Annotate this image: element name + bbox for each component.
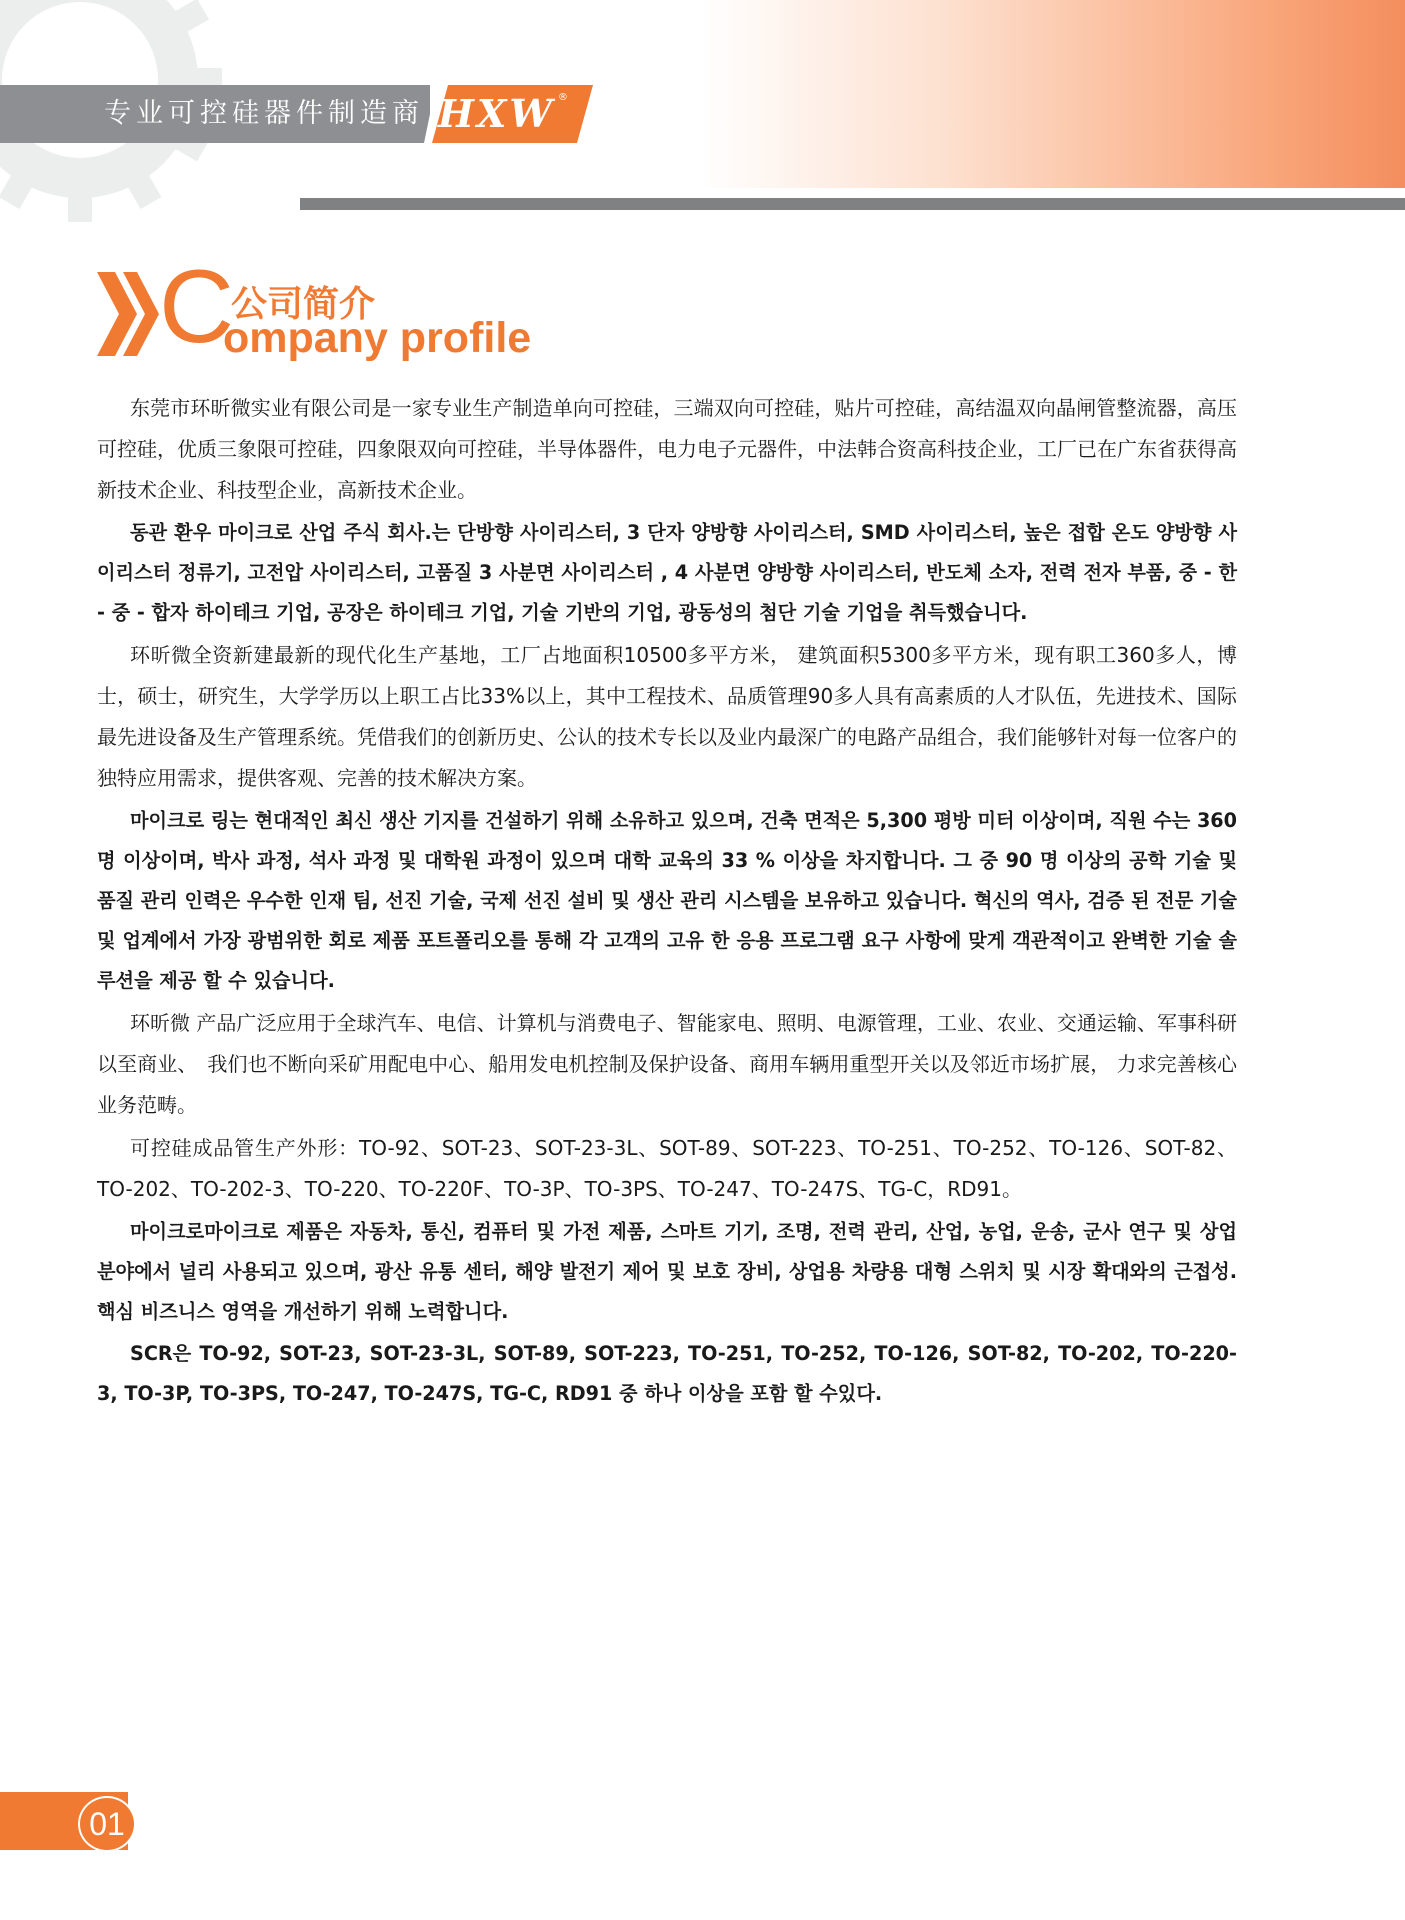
paragraph-zh: 环昕微全资新建最新的现代化生产基地，工厂占地面积10500多平方米， 建筑面积5300多平方米，现有职工360多人，博士，硕士，研究生，大学学历以上职工占比33%以上，其中工程技术、品质管理90多人具有高素质的人才队伍，先进技术、国际最先进设备及生产管理系统。凭借我们的创新历史、公认的技术专长以及业内最深广的电路产品组合，我们能够针对每一位客户的独特应用需求，提供客观、完善的技术解决方案。: [97, 643, 1237, 790]
paragraph-zh: 东莞市环昕微实业有限公司是一家专业生产制造单向可控硅，三端双向可控硅，贴片可控硅，高结温双向晶闸管整流器，高压可控硅，优质三象限可控硅，四象限双向可控硅，半导体器件，电力电子元器件，中法韩合资高科技企业，工厂已在广东省获得高新技术企业、科技型企业，高新技术企业。: [97, 396, 1237, 502]
double-chevron-icon: [97, 272, 167, 356]
heading-initial-letter: C: [159, 249, 235, 365]
body-text: [97, 388, 1237, 1416]
heading-title-cn: 公司简介: [231, 284, 376, 325]
registered-mark: ®: [558, 92, 568, 103]
header-slogan: 专业可控硅器件制造商: [104, 98, 424, 129]
heading-title-en: ompany profile: [223, 314, 532, 362]
company-logo: HXW: [438, 91, 556, 136]
paragraph-zh: 环昕微 产品广泛应用于全球汽车、电信、计算机与消费电子、智能家电、照明、电源管理，工业、农业、交通运输、军事科研以至商业、 我们也不断向采矿用配电中心、船用发电机控制及保护设备、商用车辆用重型开关以及邻近市场扩展， 力求完善核心业务范畴。: [97, 1011, 1237, 1117]
header-divider: [300, 198, 1405, 210]
paragraph-ko: SCR은 TO-92, SOT-23, SOT-23-3L, SOT-89, SOT-223, TO-251, TO-252, TO-126, SOT-82, TO-202, TO-220-3, TO-3P, TO-3PS, TO-247, TO-247S, TG-C, RD91 중 하나 이상을 포함 할 수있다.: [97, 1342, 1237, 1405]
paragraph-ko: 마이크로 링는 현대적인 최신 생산 기지를 건설하기 위해 소유하고 있으며, 건축 면적은 5,300 평방 미터 이상이며, 직원 수는 360 명 이상이며, 박사 과정, 석사 과정 및 대학원 과정이 있으며 대학 교육의 33 % 이상을 차지합니다. 그 중 90 명 이상의 공학 기술 및 품질 관리 인력은 우수한 인재 팀, 선진 기술, 국제 선진 설비 및 생산 관리 시스템을 보유하고 있습니다. 혁신의 역사, 검증 된 전문 기술 및 업계에서 가장 광범위한 회로 제품 포트폴리오를 통해 각 고객의 고유 한 응용 프로그램 요구 사항에 맞게 객관적이고 완벽한 기술 솔루션을 제공 할 수 있습니다.: [97, 809, 1237, 992]
header-gradient: [700, 0, 1405, 188]
paragraph-ko: 동관 환우 마이크로 산업 주식 회사.는 단방향 사이리스터, 3 단자 양방향 사이리스터, SMD 사이리스터, 높은 접합 온도 양방향 사이리스터 정류기, 고전압 사이리스터, 고품질 3 사분면 사이리스터 , 4 사분면 양방향 사이리스터, 반도체 소자, 전력 전자 부품, 중 - 한 - 중 - 합자 하이테크 기업, 공장은 하이테크 기업, 기술 기반의 기업, 광동성의 첨단 기술 기업을 취득했습니다.: [97, 521, 1237, 624]
paragraph-zh: 可控硅成品管生产外形：TO-92、SOT-23、SOT-23-3L、SOT-89、SOT-223、TO-251、TO-252、TO-126、SOT-82、TO-202、TO-202-3、TO-220、TO-220F、TO-3P、TO-3PS、TO-247、TO-247S、TG-C，RD91。: [97, 1136, 1237, 1201]
paragraph-ko: 마이크로마이크로 제품은 자동차, 통신, 컴퓨터 및 가전 제품, 스마트 기기, 조명, 전력 관리, 산업, 농업, 운송, 군사 연구 및 상업 분야에서 널리 사용되고 있으며, 광산 유통 센터, 해양 발전기 제어 및 보호 장비, 상업용 차량용 대형 스위치 및 시장 확대와의 근접성. 핵심 비즈니스 영역을 개선하기 위해 노력합니다.: [97, 1220, 1237, 1323]
page-number: 01: [78, 1796, 136, 1852]
